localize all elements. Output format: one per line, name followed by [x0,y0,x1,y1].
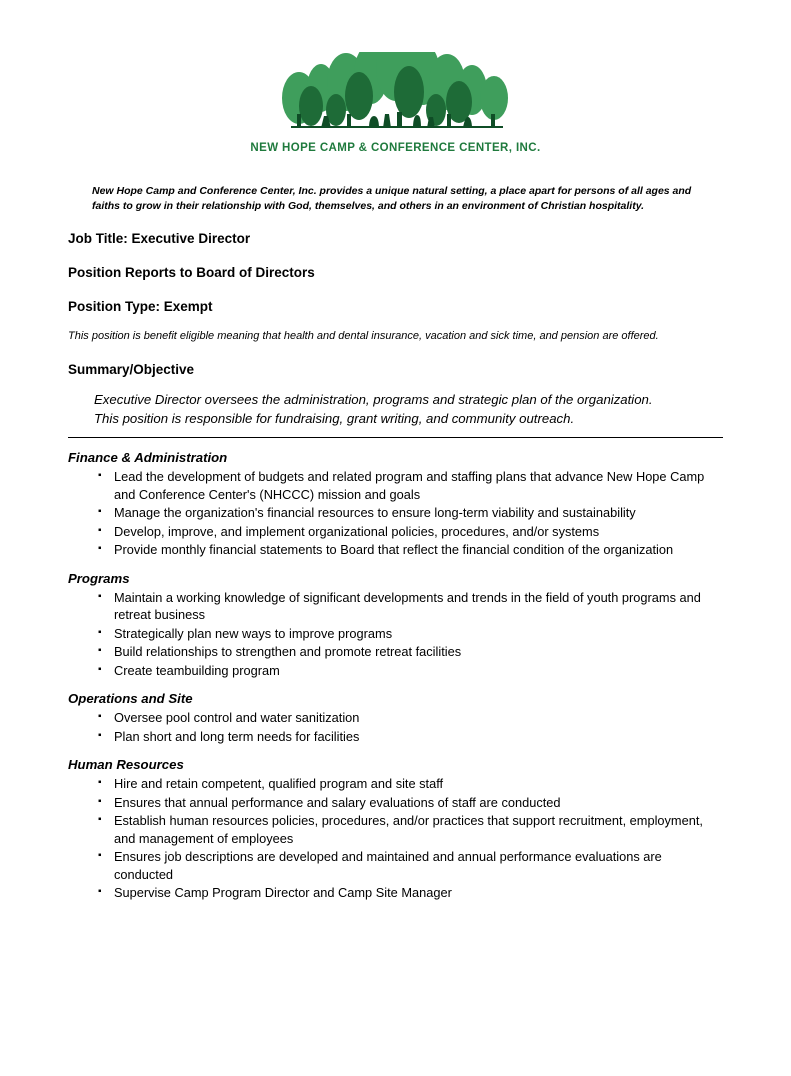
summary-heading: Summary/Objective [68,362,195,377]
field-position-type [68,298,723,315]
list-item: ▪ Manage the organization's financial resources to ensure long-term viability and sustainability [68,504,723,522]
field-position-type-value: Exempt [163,299,213,314]
category-human-resources [68,757,723,902]
category-bullet-list [68,589,723,680]
list-item: ▪ Supervise Camp Program Director and Camp Site Manager [68,884,723,902]
document-page [0,52,791,1076]
list-item: ▪ Lead the development of budgets and related program and staffing plans that advance New Hope Camp and Conference Center's (NHCCC) mission and goals [68,468,723,503]
logo-wordmark: NEW HOPE CAMP & CONFERENCE CENTER, INC. [250,142,541,154]
field-position-type-label: Position Type: [68,299,161,314]
field-job-title [68,230,723,247]
list-item: ▪ Ensures that annual performance and salary evaluations of staff are conducted [68,794,723,812]
category-finance [68,450,723,559]
category-heading: Programs [68,570,130,586]
category-bullet-list [68,709,723,745]
benefits-note: This position is benefit eligible meaning that health and dental insurance, vacation and sick time, and pension are offered. [68,330,659,342]
list-item: ▪ Ensures job descriptions are developed and maintained and annual performance evaluations are conducted [68,848,723,883]
list-item: ▪ Hire and retain competent, qualified program and site staff [68,775,723,793]
list-item: ▪ Establish human resources policies, procedures, and/or practices that support recruitment, employment, and management of employees [68,812,723,847]
category-programs [68,571,723,680]
field-reports-to-value: Board of Directors [196,265,315,280]
field-reports-to-label: Position Reports to [68,265,193,280]
field-job-title-value: Executive Director [131,231,251,246]
mission-statement: New Hope Camp and Conference Center, Inc. provides a unique natural setting, a place apart for persons of all ages and faiths to grow in their relationship with God, themselves, and others in an environment of Christian hospitality. [92,185,692,212]
list-item: ▪ Develop, improve, and implement organizational policies, procedures, and/or systems [68,523,723,541]
list-item: ▪ Build relationships to strengthen and promote retreat facilities [68,643,723,661]
field-job-title-label: Job Title: [68,231,128,246]
field-reports-to [68,264,723,281]
category-heading: Operations and Site [68,691,193,706]
list-item: ▪ Provide monthly financial statements to Board that reflect the financial condition of the organization [68,541,723,559]
list-item: ▪ Strategically plan new ways to improve programs [68,625,723,643]
category-bullet-list [68,775,723,902]
summary-text: Executive Director oversees the administration, programs and strategic plan of the organization. This position is responsible for fundraising, grant writing, and community outreach. [94,392,653,426]
tree-silhouette-logo-icon [251,52,541,140]
list-item: ▪ Create teambuilding program [68,662,723,680]
organization-logo [0,52,791,154]
category-operations-and-site [68,691,723,745]
list-item: ▪ Plan short and long term needs for facilities [68,728,723,746]
list-item: ▪ Oversee pool control and water sanitization [68,709,723,727]
category-heading: Human Resources [68,757,184,772]
category-bullet-list [68,468,723,559]
list-item: ▪ Maintain a working knowledge of significant developments and trends in the field of youth programs and retreat business [68,589,723,624]
document-body [0,184,791,902]
category-heading: Finance & Administration [68,450,228,465]
section-divider [68,437,723,438]
